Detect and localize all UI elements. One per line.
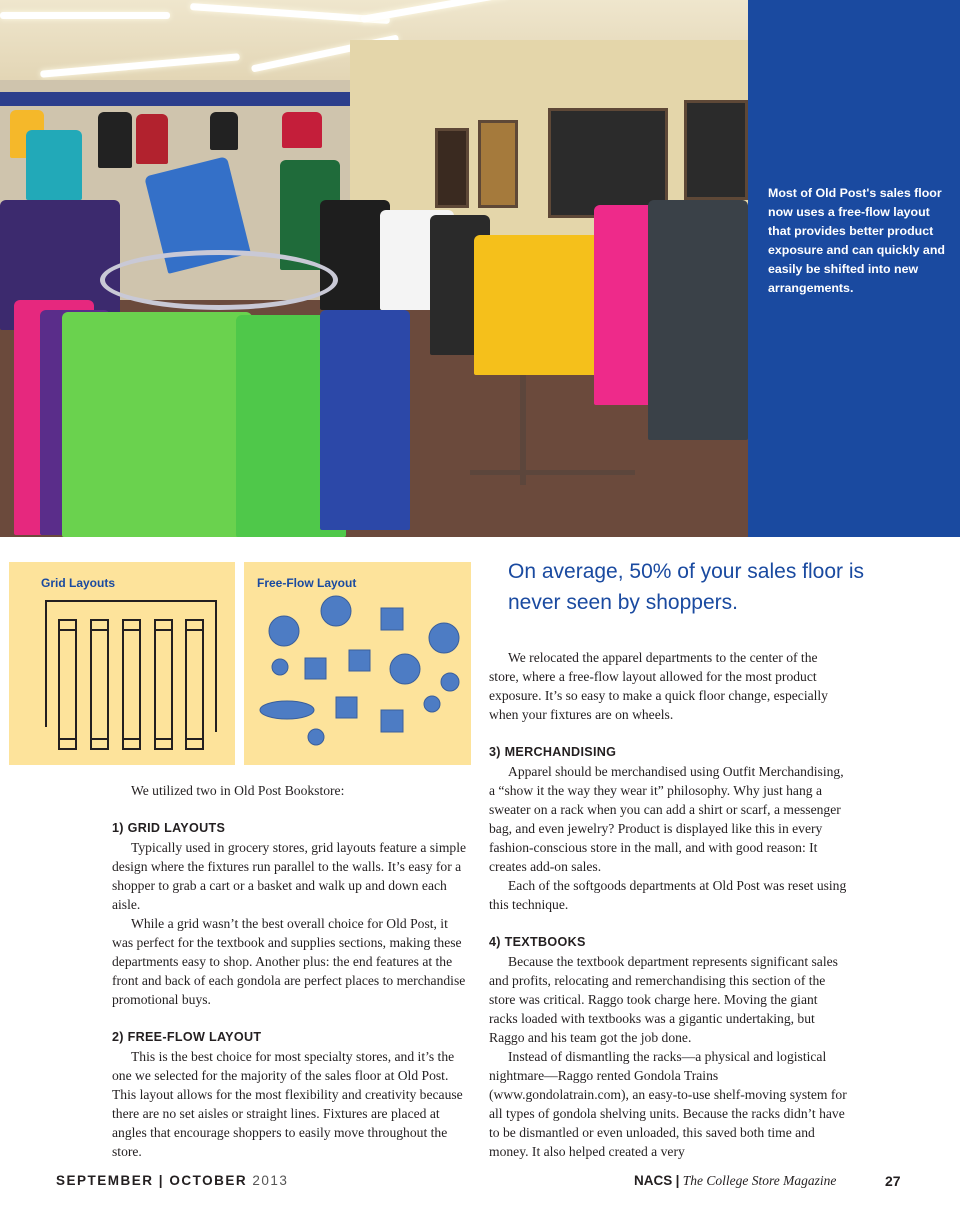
- photo-shirt: [474, 235, 614, 375]
- body-paragraph: While a grid wasn’t the best overall choice for Old Post, it was perfect for the textbook and supplies sections, making these departments easy to shop. Another plus: the end features at the front and back of each gondola are perfect places to merchandise promotional buys.: [112, 916, 466, 1007]
- grid-gondolas: [59, 620, 203, 749]
- issue-date: [56, 1173, 288, 1188]
- freeflow-square-fixture: [349, 650, 370, 671]
- freeflow-round-fixture: [424, 696, 440, 712]
- freeflow-round-fixture: [269, 616, 299, 646]
- grid-gondola: [155, 620, 172, 749]
- freeflow-layout-label: Free-Flow Layout: [257, 576, 357, 590]
- issue-month-2: OCTOBER: [169, 1173, 248, 1188]
- photo-shirt: [210, 112, 238, 150]
- freeflow-layout-diagram: [244, 562, 471, 765]
- freeflow-square-fixture: [381, 608, 403, 630]
- publication-name: [634, 1173, 836, 1189]
- body-paragraph: Instead of dismantling the racks—a physical and logistical nightmare—Raggo rented Gondola Trains (www.gondolatrain.com), an easy-to-use shelf-moving system for all types of gondola shelving units. Because the racks didn’t have to be dismantled or even unloaded, this saved both time and money. It also helped created a very: [489, 1049, 847, 1159]
- body-paragraph: This is the best choice for most specialty stores, and it’s the one we selected for the majority of the sales floor at Old Post. This layout allows for the most flexibility and creativity because there are no set aisles or straight lines. Fixtures are placed at angles that encourage shoppers to easily move throughout the store.: [112, 1049, 463, 1159]
- grid-layout-drawing: [9, 562, 235, 765]
- photo-light: [0, 12, 170, 19]
- freeflow-oval-fixture: [260, 701, 314, 719]
- grid-layout-label: Grid Layouts: [41, 576, 116, 590]
- left-column: [112, 781, 472, 1161]
- photo-wall-band: [0, 92, 350, 106]
- section-heading-textbooks: 4) TEXTBOOKS: [489, 935, 586, 949]
- photo-shirt: [648, 200, 748, 440]
- freeflow-round-fixture: [308, 729, 324, 745]
- freeflow-square-fixture: [381, 710, 403, 732]
- freeflow-round-fixture: [429, 623, 459, 653]
- section-heading-freeflow: 2) FREE-FLOW LAYOUT: [112, 1030, 262, 1044]
- photo-shirt: [282, 112, 322, 148]
- page-number: 27: [885, 1173, 901, 1189]
- body-paragraph: Typically used in grocery stores, grid layouts feature a simple design where the fixtures run parallel to the walls. It’s easy for a shopper to grab a cart or a basket and walk up and down each aisle.: [112, 840, 467, 912]
- freeflow-round-fixture: [441, 673, 459, 691]
- publisher-separator: |: [675, 1173, 680, 1188]
- photo-caption: Most of Old Post's sales floor now uses a free-flow layout that provides better product exposure and can quickly and easily be shifted into new arrangements.: [768, 186, 945, 295]
- photo-window: [684, 100, 748, 200]
- body-paragraph: We relocated the apparel departments to the center of the store, where a free-flow layout allowed for the most product exposure. It’s so easy to make a quick floor change, especially when your fixtures are on wheels.: [489, 650, 828, 722]
- grid-gondola: [186, 620, 203, 749]
- publisher-name: NACS: [634, 1173, 673, 1188]
- store-photo: [0, 0, 748, 537]
- grid-gondola: [91, 620, 108, 749]
- grid-layout-diagram: [9, 562, 235, 765]
- body-paragraph: Apparel should be merchandised using Outfit Merchandising, a “show it the way they wear it” philosophy. Why just hang a sweater on a rack when you can add a shirt or scarf, a messenger bag, and even jewelry? Product is displayed like this in every fashion-conscious store in the mall, and with good reason: It creates add-on sales.: [489, 764, 844, 874]
- section-heading-merchandising: 3) MERCHANDISING: [489, 745, 617, 759]
- photo-shirt: [98, 112, 132, 168]
- issue-month-1: SEPTEMBER: [56, 1173, 154, 1188]
- freeflow-round-fixture: [321, 596, 351, 626]
- freeflow-square-fixture: [336, 697, 357, 718]
- issue-separator: |: [158, 1173, 165, 1188]
- grid-gondola: [123, 620, 140, 749]
- section-heading-grid: 1) GRID LAYOUTS: [112, 821, 226, 835]
- magazine-title: The College Store Magazine: [682, 1173, 837, 1188]
- freeflow-layout-drawing: [244, 562, 471, 765]
- intro-paragraph: We utilized two in Old Post Bookstore:: [131, 783, 345, 798]
- photo-shirt: [320, 310, 410, 530]
- photo-door: [478, 120, 518, 208]
- grid-gondola: [59, 620, 76, 749]
- right-column: [489, 648, 849, 1161]
- body-paragraph: Because the textbook department represents significant sales and profits, relocating and remerchandising this section of the store was critical. Raggo took charge here. Moving the giant racks loaded with textbooks was a gigantic undertaking, but Raggo and his team got the job done.: [489, 954, 838, 1045]
- photo-door: [435, 128, 469, 208]
- photo-rack-base: [470, 470, 635, 475]
- photo-rack-pole: [520, 375, 526, 485]
- freeflow-round-fixture: [390, 654, 420, 684]
- issue-year: 2013: [252, 1173, 289, 1188]
- photo-shirt: [26, 130, 82, 200]
- photo-shirt: [62, 312, 252, 537]
- freeflow-round-fixture: [272, 659, 288, 675]
- freeflow-square-fixture: [305, 658, 326, 679]
- body-paragraph: Each of the softgoods departments at Old Post was reset using this technique.: [489, 878, 847, 912]
- photo-rack-ring: [100, 250, 338, 310]
- photo-shirt: [136, 114, 168, 164]
- pull-quote: On average, 50% of your sales floor is never seen by shoppers.: [508, 560, 865, 614]
